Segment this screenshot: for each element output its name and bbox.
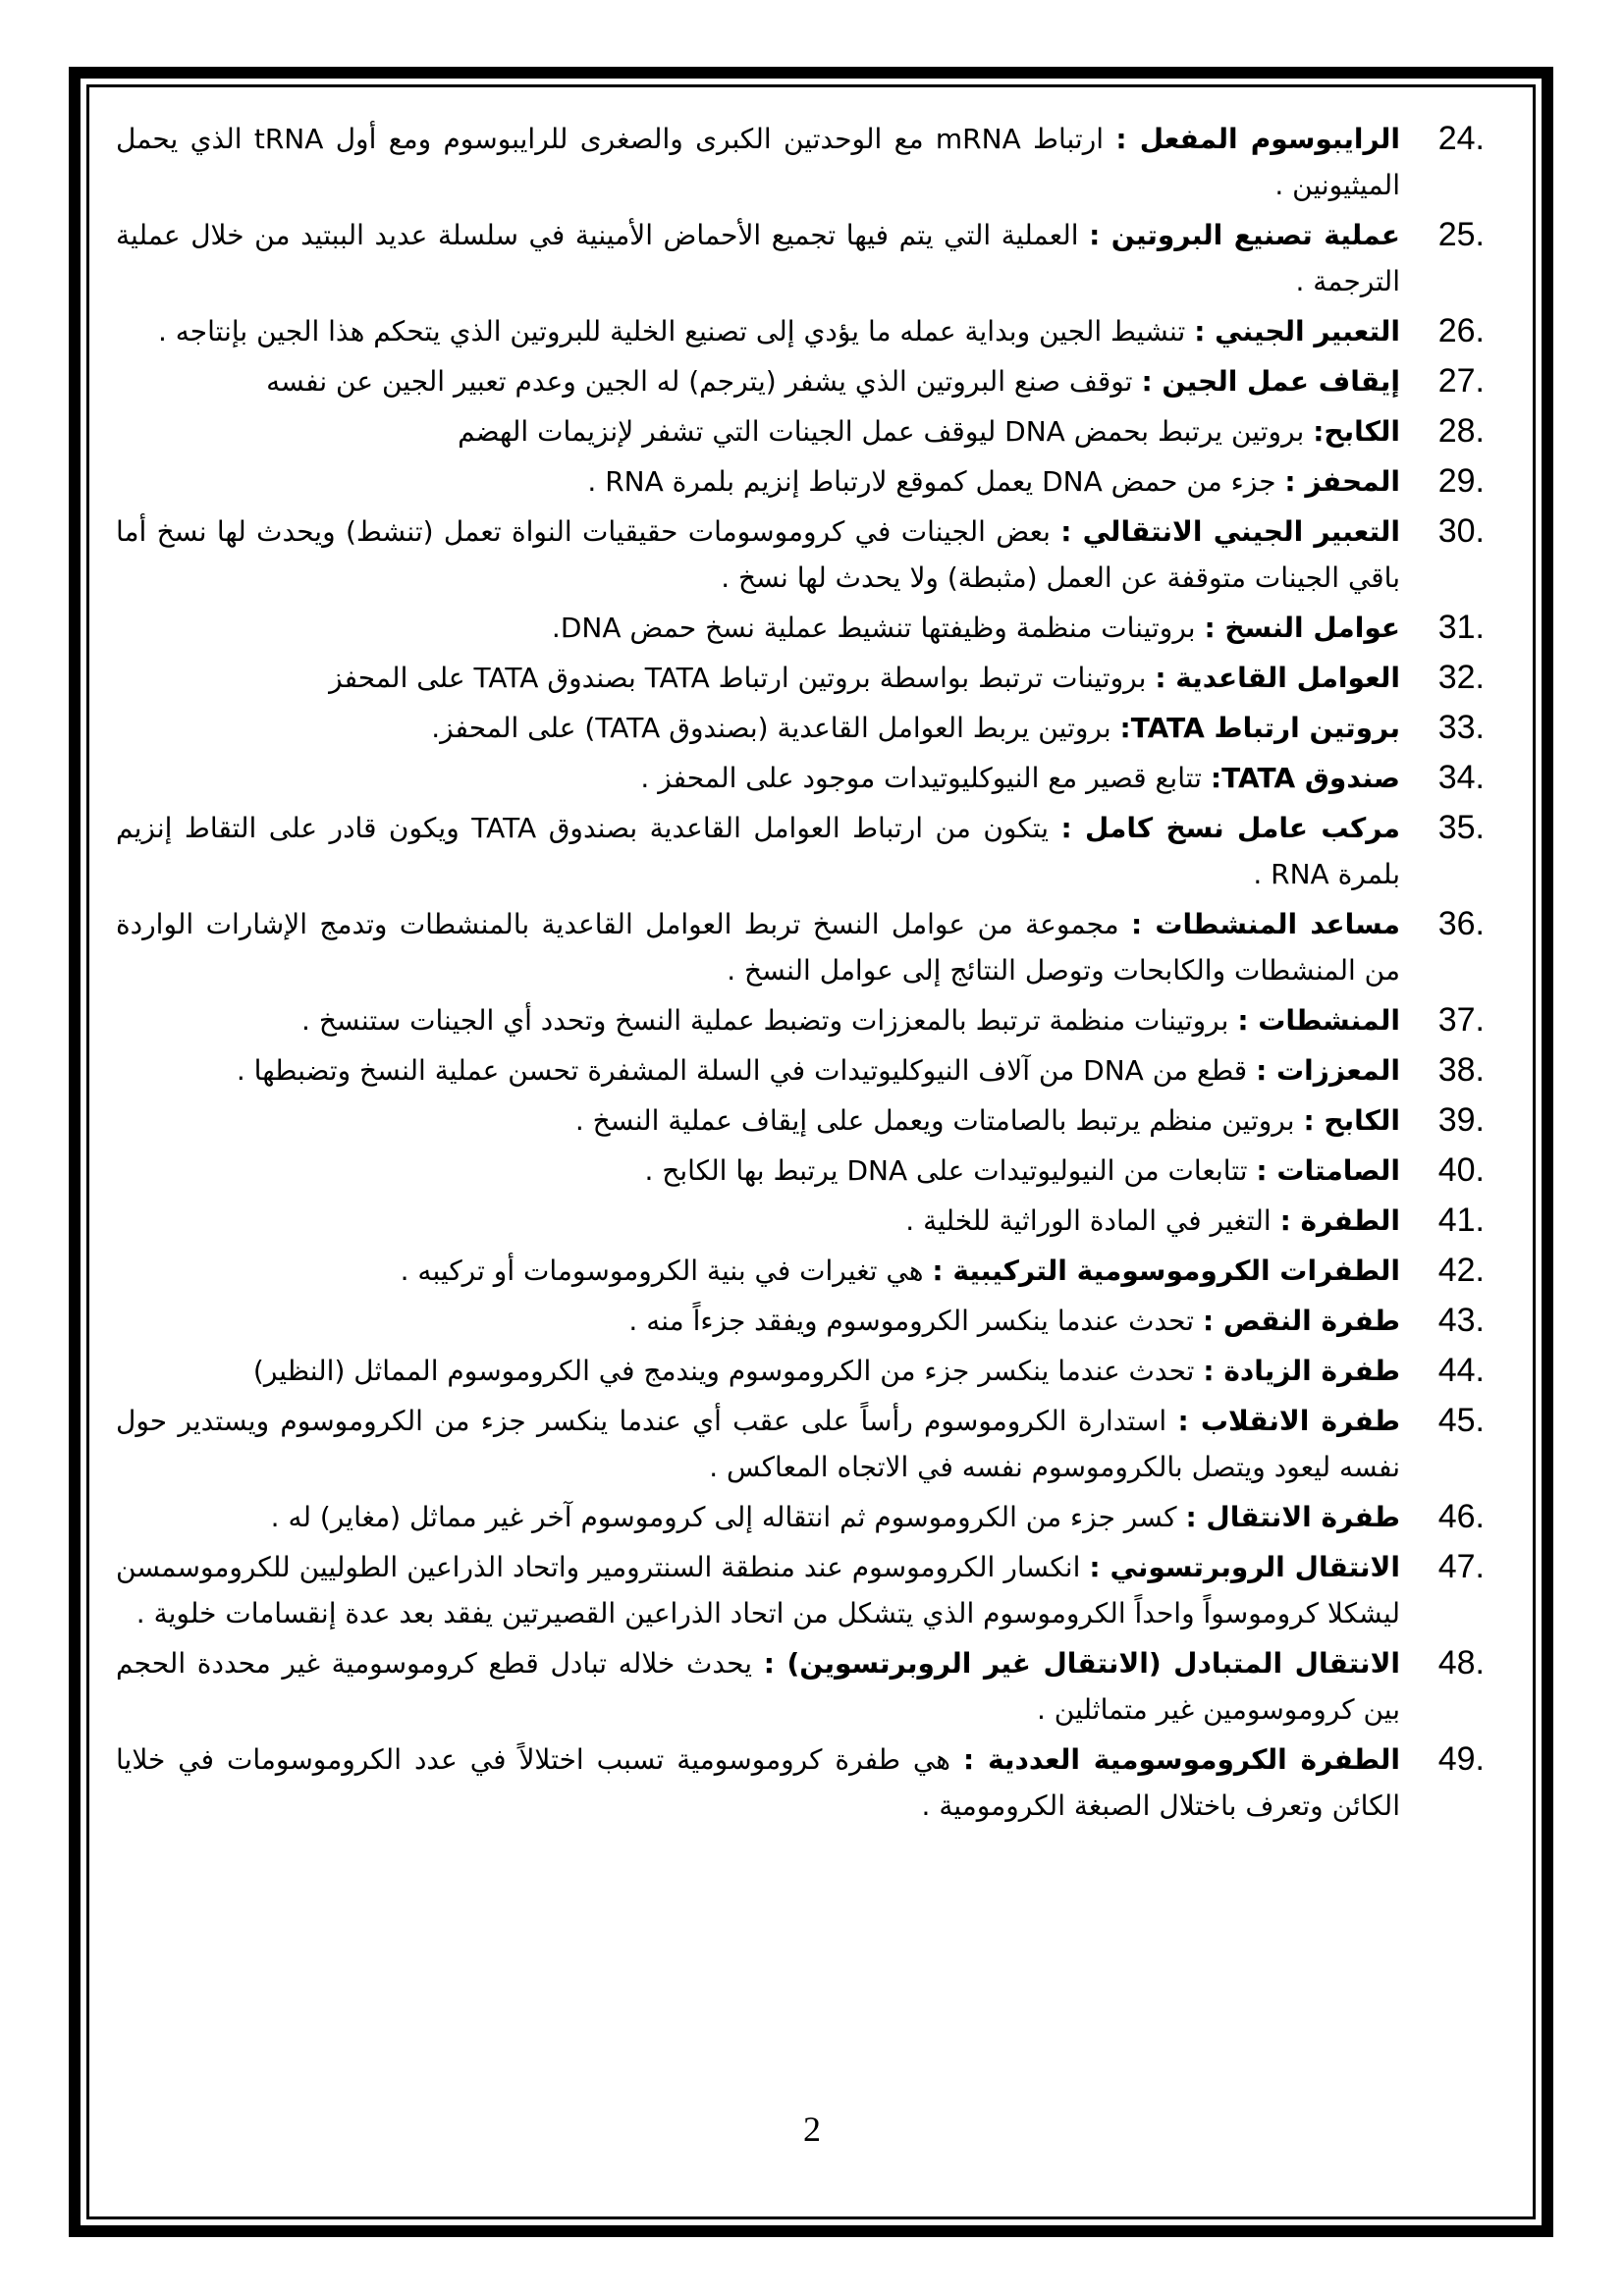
item-text xyxy=(116,116,1400,208)
definition: هي طفرة كروموسومية تسبب اختلالاً في عدد الكروموسومات في خلايا الكائن وتعرف باختلال الصبغة الكرومومية . xyxy=(116,1743,1400,1822)
item-number: 46. xyxy=(1437,1498,1485,1535)
item-number: 42. xyxy=(1437,1252,1485,1289)
item-number: 35. xyxy=(1437,809,1485,846)
item-text xyxy=(116,1398,1400,1490)
term: العوامل القاعدية : xyxy=(1155,662,1400,694)
definition: تنشيط الجين وبداية عمله ما يؤدي إلى تصنيع الخلية للبروتين الذي يتحكم هذا الجين بإنتاجه . xyxy=(157,315,1195,347)
item-number: 38. xyxy=(1437,1051,1485,1089)
item-text xyxy=(116,655,1400,701)
definition-item xyxy=(116,1398,1508,1490)
term: الرايبوسوم المفعل : xyxy=(1115,123,1400,155)
definition: بروتين يربط العوامل القاعدية (بصندوق TATA) على المحفز. xyxy=(431,712,1120,744)
definition: بروتينات منظمة وظيفتها تنشيط عملية نسخ حمض DNA. xyxy=(551,612,1205,644)
item-number: 41. xyxy=(1437,1201,1485,1239)
term: الطفرة : xyxy=(1279,1204,1400,1237)
term: الطفرات الكروموسومية التركيبية : xyxy=(932,1255,1400,1287)
term: طفرة الانتقال : xyxy=(1185,1501,1400,1533)
definition: هي تغيرات في بنية الكروموسومات أو تركيبه . xyxy=(400,1255,933,1287)
definition-item xyxy=(116,997,1508,1043)
term: المعززات : xyxy=(1256,1054,1400,1087)
item-number: 25. xyxy=(1437,216,1485,253)
term: الكابح : xyxy=(1303,1104,1400,1137)
item-number: 36. xyxy=(1437,905,1485,942)
item-number: 43. xyxy=(1437,1302,1485,1339)
term: الانتقال الروبرتسوني : xyxy=(1089,1551,1401,1583)
term: مركب عامل نسخ كامل : xyxy=(1060,812,1400,844)
definition: التغير في المادة الوراثية للخلية . xyxy=(905,1204,1280,1237)
item-text xyxy=(116,1640,1400,1733)
definition-item xyxy=(116,1298,1508,1344)
item-text xyxy=(116,308,1400,354)
term: صندوق TATA: xyxy=(1210,762,1400,794)
definition: تحدث عندما ينكسر جزء من الكروموسوم ويندمج في الكروموسوم المماثل (النظير) xyxy=(252,1355,1204,1387)
definition: استدارة الكروموسوم رأساً على عقب أي عندما ينكسر جزء من الكروموسوم ويستدير حول نفسه ليعود ويتصل بالكروموسوم نفسه في الاتجاه المعاكس . xyxy=(116,1405,1400,1483)
definition-item xyxy=(116,308,1508,354)
definition-item xyxy=(116,358,1508,404)
definition-item xyxy=(116,408,1508,454)
definition: يحدث خلاله تبادل قطع كروموسومية غير محددة الحجم بين كروموسومين غير متماثلين . xyxy=(116,1647,1400,1726)
definition-item xyxy=(116,755,1508,801)
term: طفرة الزيادة : xyxy=(1203,1355,1400,1387)
definition-item xyxy=(116,901,1508,993)
item-text xyxy=(116,458,1400,505)
definition-item xyxy=(116,1736,1508,1829)
definition-item xyxy=(116,508,1508,601)
term: التعبير الجيني الانتقالي : xyxy=(1060,515,1400,548)
item-number: 37. xyxy=(1437,1001,1485,1039)
item-number: 47. xyxy=(1437,1548,1485,1585)
item-text xyxy=(116,408,1400,454)
definition: بعض الجينات في كروموسومات حقيقيات النواة تعمل (تنشط) ويحدث لها نسخ أما باقي الجينات متوقفة عن العمل (مثبطة) ولا يحدث لها نسخ . xyxy=(116,515,1400,594)
item-text xyxy=(116,1198,1400,1244)
item-number: 32. xyxy=(1437,659,1485,696)
item-text xyxy=(116,1248,1400,1294)
term: التعبير الجيني : xyxy=(1194,315,1400,347)
item-number: 29. xyxy=(1437,462,1485,500)
item-text xyxy=(116,705,1400,751)
item-text xyxy=(116,1298,1400,1344)
definition: قطع من DNA من آلاف النيوكليوتيدات في السلة المشفرة تحسن عملية النسخ وتضبطها . xyxy=(236,1054,1257,1087)
term: عملية تصنيع البروتين : xyxy=(1089,219,1400,251)
term: بروتين ارتباط TATA: xyxy=(1119,712,1400,744)
item-text xyxy=(116,1494,1400,1540)
item-text xyxy=(116,901,1400,993)
definition-item xyxy=(116,705,1508,751)
term: المحفز : xyxy=(1284,465,1400,498)
item-text xyxy=(116,1148,1400,1194)
term: عوامل النسخ : xyxy=(1204,612,1400,644)
item-number: 24. xyxy=(1437,120,1485,157)
definition-item xyxy=(116,1047,1508,1094)
page-number: 2 xyxy=(803,2109,821,2149)
definition: جزء من حمض DNA يعمل كموقع لارتباط إنزيم بلمرة RNA . xyxy=(587,465,1285,498)
definition: بروتينات منظمة ترتبط بالمعززات وتضبط عملية النسخ وتحدد أي الجينات ستنسخ . xyxy=(301,1004,1238,1037)
item-text xyxy=(116,358,1400,404)
item-number: 31. xyxy=(1437,609,1485,646)
term: مساعد المنشطات : xyxy=(1130,908,1401,940)
term: المنشطات : xyxy=(1237,1004,1400,1037)
definitions-list xyxy=(116,116,1508,1833)
definition-item xyxy=(116,1494,1508,1540)
definition-item xyxy=(116,655,1508,701)
item-number: 40. xyxy=(1437,1151,1485,1189)
definition-item xyxy=(116,605,1508,651)
definition: بروتينات ترتبط بواسطة بروتين ارتباط TATA بصندوق TATA على المحفز xyxy=(329,662,1156,694)
term: الطفرة الكروموسومية العددية : xyxy=(963,1743,1400,1776)
item-number: 34. xyxy=(1437,759,1485,796)
item-text xyxy=(116,755,1400,801)
definition: مجموعة من عوامل النسخ تربط العوامل القاعدية بالمنشطات وتدمج الإشارات الواردة من المنشطات والكابحات وتوصل النتائج إلى عوامل النسخ . xyxy=(116,908,1400,987)
item-number: 27. xyxy=(1437,362,1485,400)
term: الكابح: xyxy=(1313,415,1400,448)
item-text xyxy=(116,508,1400,601)
definition-item xyxy=(116,1348,1508,1394)
item-number: 44. xyxy=(1437,1352,1485,1389)
item-number: 28. xyxy=(1437,412,1485,450)
item-text xyxy=(116,1348,1400,1394)
definition-item xyxy=(116,1248,1508,1294)
term: الانتقال المتبادل (الانتقال غير الروبرتسوين) : xyxy=(763,1647,1401,1680)
definition: العملية التي يتم فيها تجميع الأحماض الأمينية في سلسلة عديد الببتيد من خلال عملية الترجمة . xyxy=(116,219,1400,297)
definition: تتابع قصير مع النيوكليوتيدات موجود على المحفز . xyxy=(640,762,1211,794)
definition: انكسار الكروموسوم عند منطقة السنترومير واتحاد الذراعين الطوليين للكروموسمسن ليشكلا كروموسواً واحداً الكروموسوم الذي يتشكل من اتحاد الذراعين القصيرتين يفقد بعد عدة إنقسامات خلوية . xyxy=(116,1551,1400,1629)
term: إيقاف عمل الجين : xyxy=(1141,365,1400,398)
definition: توقف صنع البروتين الذي يشفر (يترجم) له الجين وعدم تعبير الجين عن نفسه xyxy=(266,365,1142,398)
item-text xyxy=(116,605,1400,651)
item-text xyxy=(116,1736,1400,1829)
term: طفرة النقص : xyxy=(1202,1305,1400,1337)
item-number: 26. xyxy=(1437,312,1485,349)
definition: بروتين منظم يرتبط بالصامتات ويعمل على إيقاف عملية النسخ . xyxy=(574,1104,1304,1137)
item-number: 33. xyxy=(1437,709,1485,746)
definition-item xyxy=(116,1198,1508,1244)
item-number: 30. xyxy=(1437,512,1485,550)
item-text xyxy=(116,1097,1400,1144)
definition-item xyxy=(116,1544,1508,1636)
item-number: 45. xyxy=(1437,1402,1485,1439)
definition-item xyxy=(116,805,1508,897)
item-number: 39. xyxy=(1437,1101,1485,1139)
item-number: 49. xyxy=(1437,1740,1485,1778)
term: طفرة الانقلاب : xyxy=(1177,1405,1400,1437)
definition: يتكون من ارتباط العوامل القاعدية بصندوق TATA ويكون قادر على التقاط إنزيم بلمرة RNA . xyxy=(116,812,1400,890)
definition-item xyxy=(116,212,1508,304)
definition-item xyxy=(116,458,1508,505)
definition: كسر جزء من الكروموسوم ثم انتقاله إلى كروموسوم آخر غير مماثل (مغاير) له . xyxy=(270,1501,1186,1533)
definition-item xyxy=(116,1097,1508,1144)
term: الصامتات : xyxy=(1256,1154,1400,1187)
item-text xyxy=(116,805,1400,897)
definition-item xyxy=(116,1640,1508,1733)
item-text xyxy=(116,1544,1400,1636)
item-text xyxy=(116,997,1400,1043)
definition: بروتين يرتبط بحمض DNA ليوقف عمل الجينات التي تشفر لإنزيمات الهضم xyxy=(458,415,1314,448)
definition-item xyxy=(116,1148,1508,1194)
definition-item xyxy=(116,116,1508,208)
item-text xyxy=(116,212,1400,304)
definition: تتابعات من النيوليوتيدات على DNA يرتبط بها الكابح . xyxy=(644,1154,1257,1187)
definition: ارتباط mRNA مع الوحدتين الكبرى والصغرى للرايبوسوم ومع أول tRNA الذي يحمل الميثيونين . xyxy=(116,123,1400,201)
definition: تحدث عندما ينكسر الكروموسوم ويفقد جزءاً منه . xyxy=(628,1305,1203,1337)
item-number: 48. xyxy=(1437,1644,1485,1682)
item-text xyxy=(116,1047,1400,1094)
